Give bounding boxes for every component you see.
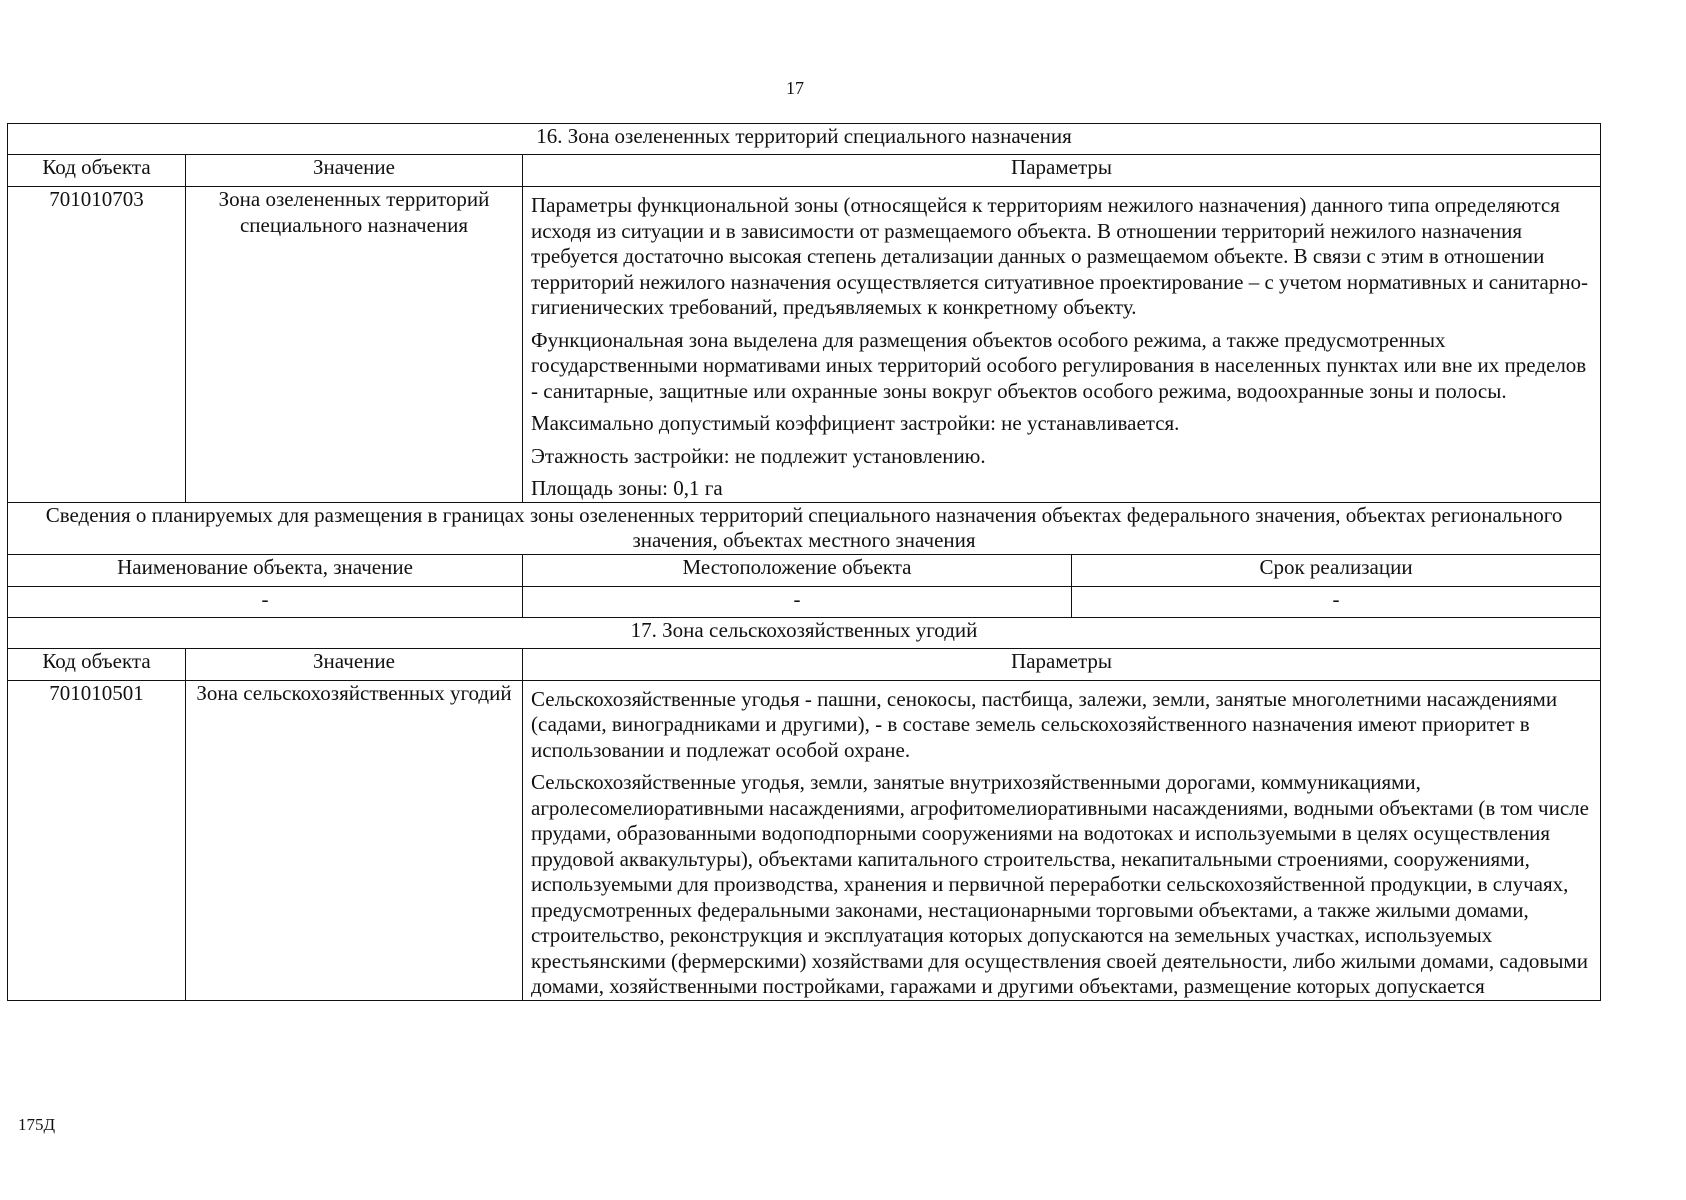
zone16-planned-title-row [8,502,1601,554]
planned-name: - [8,586,523,617]
zone16-body-row [8,187,1601,503]
zone16-param-paragraph: Максимально допустимый коэффициент застройки: не устанавливается. [531,411,1180,435]
zone17-value: Зона сельскохозяйственных угодий [186,680,523,1000]
zone16-param-paragraph: Площадь зоны: 0,1 га [531,476,723,500]
planned-header-location: Местоположение объекта [523,554,1072,586]
zone16-planned-row [8,586,1601,617]
planned-location: - [523,586,1072,617]
zone16-planned-header-row [8,554,1601,586]
footer-code: 175Д [18,1115,56,1134]
zone16-header-row [8,155,1601,187]
zone17-title-row [8,617,1601,648]
zone17-header-params: Параметры [523,648,1601,680]
planned-header-term: Срок реализации [1072,554,1601,586]
page-number: 17 [786,78,804,98]
zone16-code: 701010703 [8,187,186,503]
zone16-header-code: Код объекта [8,155,186,187]
zone17-param-paragraph: Сельскохозяйственные угодья, земли, занятые внутрихозяйственными дорогами, коммуникациями, агролесомелиоративными насаждениями, агрофитомелиоративными насаждениями, водными объектами (в том числе прудами, образованными водоподпорными сооружениями на водотоках и используемыми в целях осуществления прудовой аквакультуры), объектами капитального строительства, некапитальными строениями, сооружениями, используемыми для производства, хранения и первичной переработки сельскохозяйственной продукции, в случаях, предусмотренных федеральными законами, нестационарными торговыми объектами, а также жилыми домами, строительство, реконструкция и эксплуатация которых допускаются на земельных участках, используемых крестьянскими (фермерскими) хозяйствами для осуществления своей деятельности, либо жилыми домами, садовыми домами, хозяйственными постройками, гаражами и другими объектами, размещение которых допускается [531,770,1589,998]
zone17-title: 17. Зона сельскохозяйственных угодий [8,617,1601,648]
zone17-header-value: Значение [186,648,523,680]
zone16-header-params: Параметры [523,155,1601,187]
zone16-planned-title: Сведения о планируемых для размещения в границах зоны озелененных территорий специального назначения объектах федерального значения, объектах регионального значения, объектах местного значения [8,502,1601,554]
zone16-value: Зона озелененных территорий специального назначения [186,187,523,503]
planned-header-name: Наименование объекта, значение [8,554,523,586]
zone16-params [523,187,1601,503]
zones-table [7,123,1601,1001]
zone17-code: 701010501 [8,680,186,1000]
zone17-header-row [8,648,1601,680]
zone17-params [523,680,1601,1000]
zone16-title-row [8,124,1601,155]
zone17-body-row [8,680,1601,1000]
zone16-param-paragraph: Параметры функциональной зоны (относящейся к территориям нежилого назначения) данного типа определяются исходя из ситуации и в зависимости от размещаемого объекта. В отношении территорий нежилого назначения требуется достаточно высокая степень детализации данных о размещаемом объекте. В связи с этим в отношении территорий нежилого назначения осуществляется ситуативное проектирование – с учетом нормативных и санитарно-гигиенических требований, предъявляемых к конкретному объекту. [531,193,1589,319]
zone17-header-code: Код объекта [8,648,186,680]
planned-term: - [1072,586,1601,617]
zone17-param-paragraph: Сельскохозяйственные угодья - пашни, сенокосы, пастбища, залежи, земли, занятые многолетними насаждениями (садами, виноградниками и другими), - в составе земель сельскохозяйственного назначения имеют приоритет в использовании и подлежат особой охране. [531,686,1558,762]
zone16-param-paragraph: Функциональная зона выделена для размещения объектов особого режима, а также предусмотренных государственными нормативами иных территорий особого регулирования в населенных пунктах или вне их пределов - санитарные, защитные или охранные зоны вокруг объектов особого режима, водоохранные зоны и полосы. [531,327,1587,403]
zone16-param-paragraph: Этажность застройки: не подлежит установлению. [531,443,986,468]
zone16-title: 16. Зона озелененных территорий специального назначения [8,124,1601,155]
zone16-header-value: Значение [186,155,523,187]
